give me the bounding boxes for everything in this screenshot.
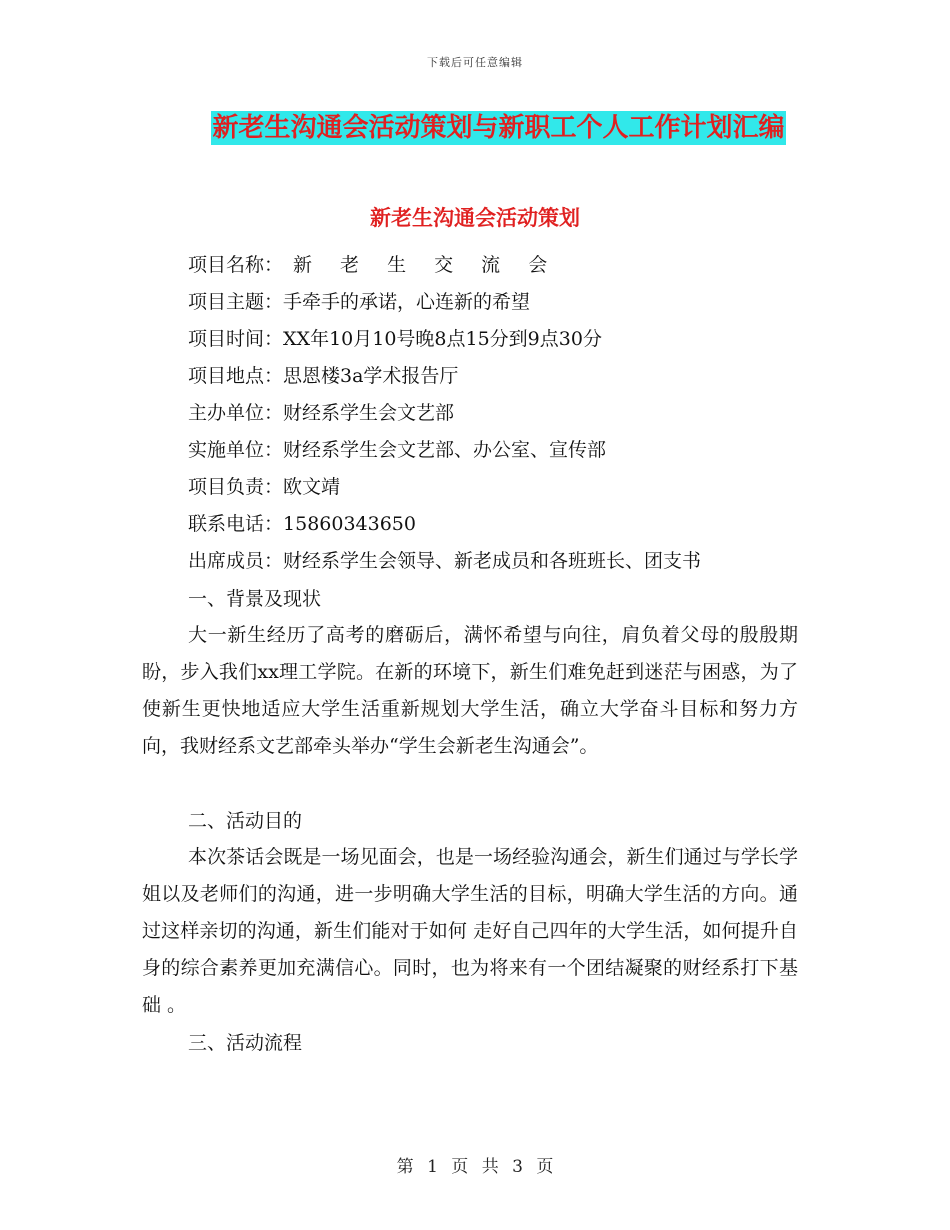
info-label: 联系电话： xyxy=(188,513,284,535)
section-heading-process: 三、活动流程 xyxy=(188,1032,303,1054)
section-heading-purpose: 二、活动目的 xyxy=(188,810,303,832)
section-heading-background: 一、背景及现状 xyxy=(188,588,322,610)
info-row-project-name xyxy=(188,250,828,287)
page-header-note: 下载后可任意编辑 xyxy=(427,56,523,69)
info-row-organizer xyxy=(188,398,828,435)
info-value: 财经系学生会文艺部 xyxy=(283,402,455,424)
info-value: 欧文靖 xyxy=(283,476,341,498)
info-row-implementer xyxy=(188,435,828,472)
info-row-attendees xyxy=(188,546,828,583)
info-value: 财经系学生会文艺部、办公室、宣传部 xyxy=(283,439,607,461)
info-row-project-theme xyxy=(188,287,828,324)
info-label: 项目地点： xyxy=(188,365,284,387)
info-value: 15860343650 xyxy=(283,513,416,535)
info-value: 新 老 生 交 流 会 xyxy=(293,254,559,276)
info-label: 项目主题： xyxy=(188,291,284,313)
info-value: 手牵手的承诺，心连新的希望 xyxy=(283,291,531,313)
info-label: 出席成员： xyxy=(188,550,284,572)
page-footer-pagination: 第 1 页 共 3 页 xyxy=(396,1157,554,1177)
info-row-project-time xyxy=(188,324,828,361)
info-value: 财经系学生会领导、新老成员和各班班长、团支书 xyxy=(283,550,702,572)
document-title-wrapper xyxy=(0,111,950,145)
project-info-list xyxy=(188,250,828,583)
info-value: XX年10月10号晚8点15分到9点30分 xyxy=(283,328,602,350)
info-row-project-lead xyxy=(188,472,828,509)
info-label: 项目名称： xyxy=(188,254,284,276)
section-body-purpose: 本次茶话会既是一场见面会，也是一场经验沟通会，新生们通过与学长学姐以及老师们的沟通，进一步明确大学生活的目标，明确大学生活的方向。通过这样亲切的沟通，新生们能对于如何 走好自己四年的大学生活，如何提升自身的综合素养更加充满信心。同时，也为将来有一个团结凝聚的财经系打下基础 。 xyxy=(142,846,798,1016)
section-body-background: 大一新生经历了高考的磨砺后，满怀希望与向往，肩负着父母的殷殷期盼，步入我们xx理工学院。在新的环境下，新生们难免赶到迷茫与困惑，为了使新生更快地适应大学生活重新规划大学生活，确立大学奋斗目标和努力方向，我财经系文艺部牵头举办“学生会新老生沟通会”。 xyxy=(142,624,798,757)
info-row-project-location xyxy=(188,361,828,398)
info-value: 思恩楼3a学术报告厅 xyxy=(283,365,459,387)
info-label: 项目负责： xyxy=(188,476,284,498)
info-label: 实施单位： xyxy=(188,439,284,461)
info-label: 项目时间： xyxy=(188,328,284,350)
document-title: 新老生沟通会活动策划与新职工个人工作计划汇编 xyxy=(212,113,785,143)
info-row-contact-phone xyxy=(188,509,828,546)
info-label: 主办单位： xyxy=(188,402,284,424)
section-title: 新老生沟通会活动策划 xyxy=(370,206,580,230)
